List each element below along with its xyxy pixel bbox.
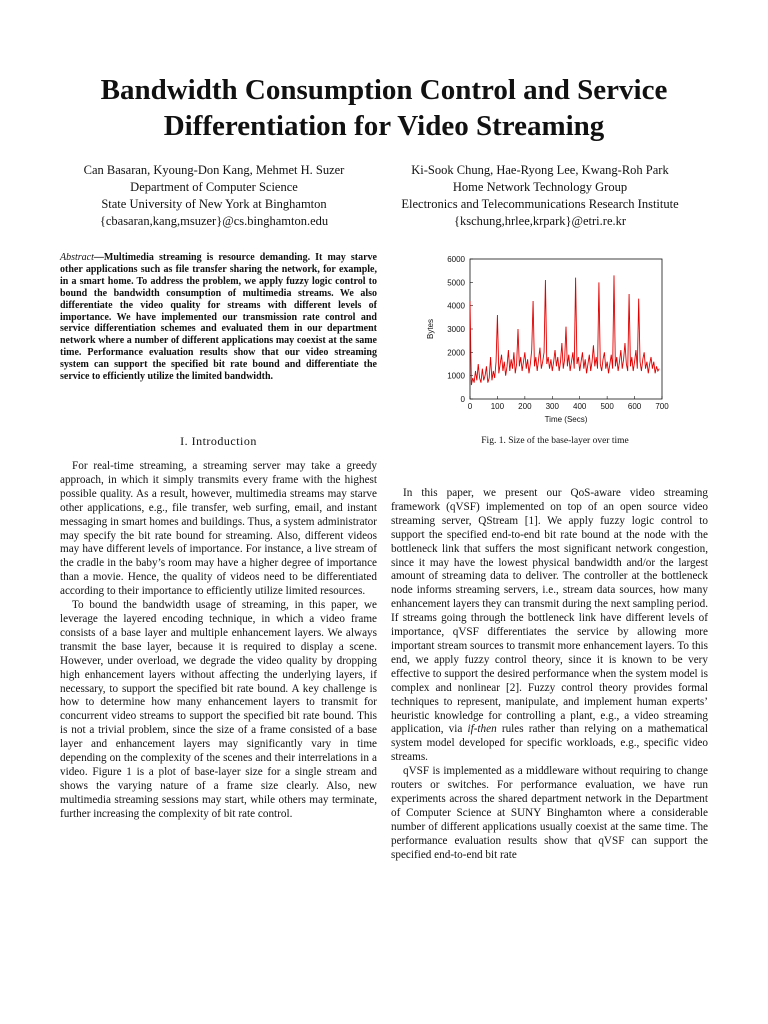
abstract-label: Abstract xyxy=(60,252,94,263)
right-paragraph-1 xyxy=(391,487,708,765)
y-tick-label: 5000 xyxy=(447,278,465,288)
y-tick-label: 4000 xyxy=(447,301,465,311)
author-institution: State University of New York at Binghamton xyxy=(101,197,327,211)
x-tick-label: 0 xyxy=(467,402,473,411)
right-column-body xyxy=(391,487,708,862)
x-tick-label: 400 xyxy=(573,402,587,411)
y-tick-label: 3000 xyxy=(447,325,465,334)
figure-caption: Fig. 1. Size of the base-layer over time xyxy=(481,436,629,446)
author-institution: Electronics and Telecommunications Research Institute xyxy=(401,197,679,211)
y-tick-label: 1000 xyxy=(447,371,465,381)
right-paragraph-1-text-b: rules rather than relying on a mathematical system model developed for specific workloads, e.g., specific video streams. xyxy=(391,723,708,764)
base-layer-size-chart xyxy=(400,250,710,435)
author-department: Home Network Technology Group xyxy=(452,180,628,194)
intro-paragraph-1: For real-time streaming, a streaming server may take a greedy approach, in which it simply transmits every frame with the highest possible quality. As a result, however, multimedia streams may starve other applications, e.g., file transfer, web surfing, email, and instant messaging in smart homes and buildings. Thus, a system administrator may specify the bit rate bound for streaming. Also, different videos may have different levels of importance. For instance, a live stream of the cradle in the baby’s room may have a higher degree of importance than a movie. Hence, the quality of videos need to be differentiated according to their importance to efficiently utilize limited resources. xyxy=(60,460,377,598)
author-emails: {kschung,hrlee,krpark}@etri.re.kr xyxy=(453,214,627,228)
y-tick-label: 0 xyxy=(460,395,465,404)
title-line-2: Differentiation for Video Streaming xyxy=(163,110,605,142)
author-block-right xyxy=(370,162,710,230)
y-tick-label: 2000 xyxy=(447,348,465,358)
series-line xyxy=(470,275,659,385)
x-tick-label: 500 xyxy=(600,402,614,411)
title-line-1: Bandwidth Consumption Control and Service xyxy=(100,74,668,106)
right-paragraph-1-text-a: In this paper, we present our QoS-aware video streaming framework (qVSF) implemented on top of an open source video streaming server, QStream [1]. We apply fuzzy logic control to support the specified end-to-end bit rate bound at the node with the bottleneck link that suffers the most significant network congestion, since it may have the lowest physical bandwidth and/or the largest amount of streaming data to deliver. The controller at the bottleneck node informs streaming servers, i.e., stream data sources, how many enhancement layers they can transmit during the next sampling period. If streams going through the bottleneck link have different levels of importance, qVSF differentiates the service by allowing more important stream sources to transmit more enhancement layers. To this end, we apply fuzzy control theory, since it is known to be very effective to support the desired performance when the system model is complex and nonlinear [2]. Fuzzy control theory provides formal techniques to represent, manipulate, and implement human experts’ heuristic knowledge for controlling a plant, e.g., a video streaming application, via xyxy=(391,487,708,736)
y-axis-label: Bytes xyxy=(426,318,435,340)
left-column-body xyxy=(60,460,377,822)
x-axis-label: Time (Secs) xyxy=(544,415,588,424)
x-tick-label: 200 xyxy=(518,402,532,411)
section-heading-introduction: I. Introduction xyxy=(180,434,257,448)
author-emails: {cbasaran,kang,msuzer}@cs.binghamton.edu xyxy=(99,214,329,228)
author-block-left xyxy=(44,162,384,230)
x-tick-label: 300 xyxy=(545,402,559,411)
abstract-text: —Multimedia streaming is resource demanding. It may starve other applications such as file transfer sharing the network, for example, in a smart home. To address the problem, we apply fuzzy logic control to bound the bandwidth consumption of multimedia streams. We also differentiate the video quality for streams with different levels of importance. We have implemented our transmission rate control and service differentiation schemes and evaluated them in our department network where a number of different applications may coexist at the same time. Performance evaluation results show that our video streaming system can support the specified bit rate bound and differentiate the service to efficiently utilize the limited bandwidth. xyxy=(60,252,377,383)
author-names: Can Basaran, Kyoung-Don Kang, Mehmet H. Suzer xyxy=(83,163,345,177)
paper-title xyxy=(40,72,728,144)
if-then-emphasis: if-then xyxy=(467,723,497,736)
y-tick-label: 6000 xyxy=(447,255,465,264)
right-paragraph-2: qVSF is implemented as a middleware without requiring to change routers or switches. For performance evaluation, we have run experiments across the shared department network in the Department of Computer Science at SUNY Binghamton where a considerable number of different applications usually coexist at the same time. The performance evaluation results show that qVSF can support the specified end-to-end bit rate xyxy=(391,765,708,861)
x-tick-label: 700 xyxy=(655,402,669,411)
author-department: Department of Computer Science xyxy=(130,180,298,194)
x-tick-label: 600 xyxy=(627,402,642,411)
intro-paragraph-2: To bound the bandwidth usage of streaming, in this paper, we leverage the layered encoding technique, in which a video frame consists of a base layer and multiple enhancement layers. We always transmit the base layer, because it is required to display a scene. However, under overload, we degrade the video quality by dropping high enhancement layers without affecting the underlying layers, if necessary, to support the specified bit rate bound. A key challenge is how to determine how many enhancement layers to transmit for concurrent video streams to support the specified bit rate bound. This is not a trivial problem, since the size of a frame consisted of a base layer and enhancement layers may significantly vary in time depending on the complexity of the scenes and their interrelations in a video. Figure 1 is a plot of base-layer size for a single stream and shows the varying nature of a frame size clearly. Also, new multimedia streaming sessions may start, while others may terminate, further increasing the complexity of bit rate control. xyxy=(60,599,377,820)
x-tick-label: 100 xyxy=(490,402,505,411)
figure-1 xyxy=(400,250,710,450)
author-names: Ki-Sook Chung, Hae-Ryong Lee, Kwang-Roh Park xyxy=(411,163,669,177)
abstract xyxy=(60,252,377,383)
